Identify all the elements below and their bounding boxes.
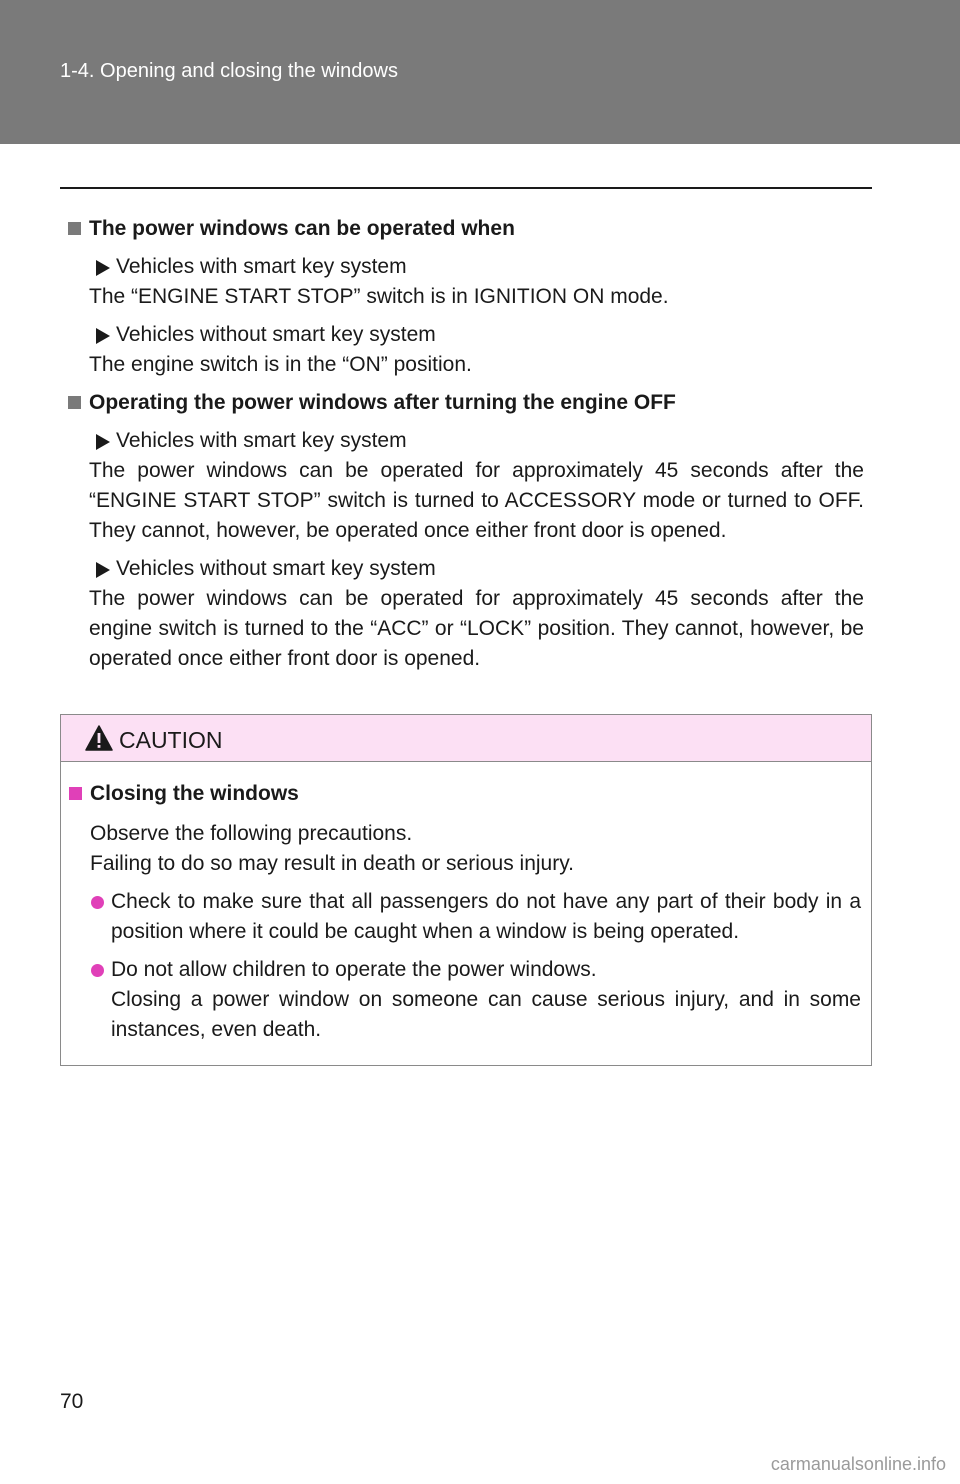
caution-heading: Closing the windows bbox=[69, 779, 861, 809]
caution-box bbox=[60, 714, 872, 1066]
warning-triangle-icon bbox=[85, 725, 113, 751]
play-arrow-icon bbox=[96, 328, 110, 344]
section-title: 1-4. Opening and closing the windows bbox=[60, 60, 398, 82]
caution-intro: Observe the following precautions. Failing to do so may result in death or serious injury. bbox=[90, 822, 575, 875]
condition-label: Vehicles without smart key system bbox=[68, 554, 864, 584]
caution-bullet: Do not allow children to operate the power windows. Closing a power window on someone can cause serious injury, and in some instances, even death. bbox=[69, 955, 861, 1045]
condition-text: The “ENGINE START STOP” switch is in IGNITION ON mode. bbox=[89, 285, 669, 308]
page-header bbox=[0, 0, 960, 144]
main-content bbox=[68, 214, 864, 682]
square-bullet-icon bbox=[69, 787, 82, 800]
play-arrow-icon bbox=[96, 562, 110, 578]
square-bullet-icon bbox=[68, 396, 81, 409]
play-arrow-icon bbox=[96, 260, 110, 276]
dot-bullet-icon bbox=[91, 896, 104, 909]
caution-header bbox=[61, 715, 871, 762]
caution-label: CAUTION bbox=[119, 727, 223, 753]
square-bullet-icon bbox=[68, 222, 81, 235]
condition-label: Vehicles without smart key system bbox=[68, 320, 864, 350]
caution-bullet: Check to make sure that all passengers do not have any part of their body in a position where it could be caught when a window is being operated. bbox=[69, 887, 861, 947]
divider bbox=[60, 187, 872, 189]
page-number: 70 bbox=[60, 1390, 84, 1413]
caution-body bbox=[69, 779, 861, 1053]
condition-label: Vehicles with smart key system bbox=[68, 426, 864, 456]
condition-text: The power windows can be operated for approximately 45 seconds after the “ENGINE START STOP” switch is turned to ACCESSORY mode or turned to OFF. They cannot, however, be operated once either front door is opened. bbox=[89, 459, 864, 542]
condition-label: Vehicles with smart key system bbox=[68, 252, 864, 282]
condition-text: The power windows can be operated for approximately 45 seconds after the engine switch is turned to the “ACC” or “LOCK” position. They cannot, however, be operated once either front door is opened. bbox=[89, 587, 864, 670]
play-arrow-icon bbox=[96, 434, 110, 450]
condition-text: The engine switch is in the “ON” position. bbox=[89, 353, 472, 376]
section-heading: Operating the power windows after turning the engine OFF bbox=[68, 388, 864, 418]
dot-bullet-icon bbox=[91, 964, 104, 977]
section-heading: The power windows can be operated when bbox=[68, 214, 864, 244]
watermark: carmanualsonline.info bbox=[770, 1454, 946, 1474]
